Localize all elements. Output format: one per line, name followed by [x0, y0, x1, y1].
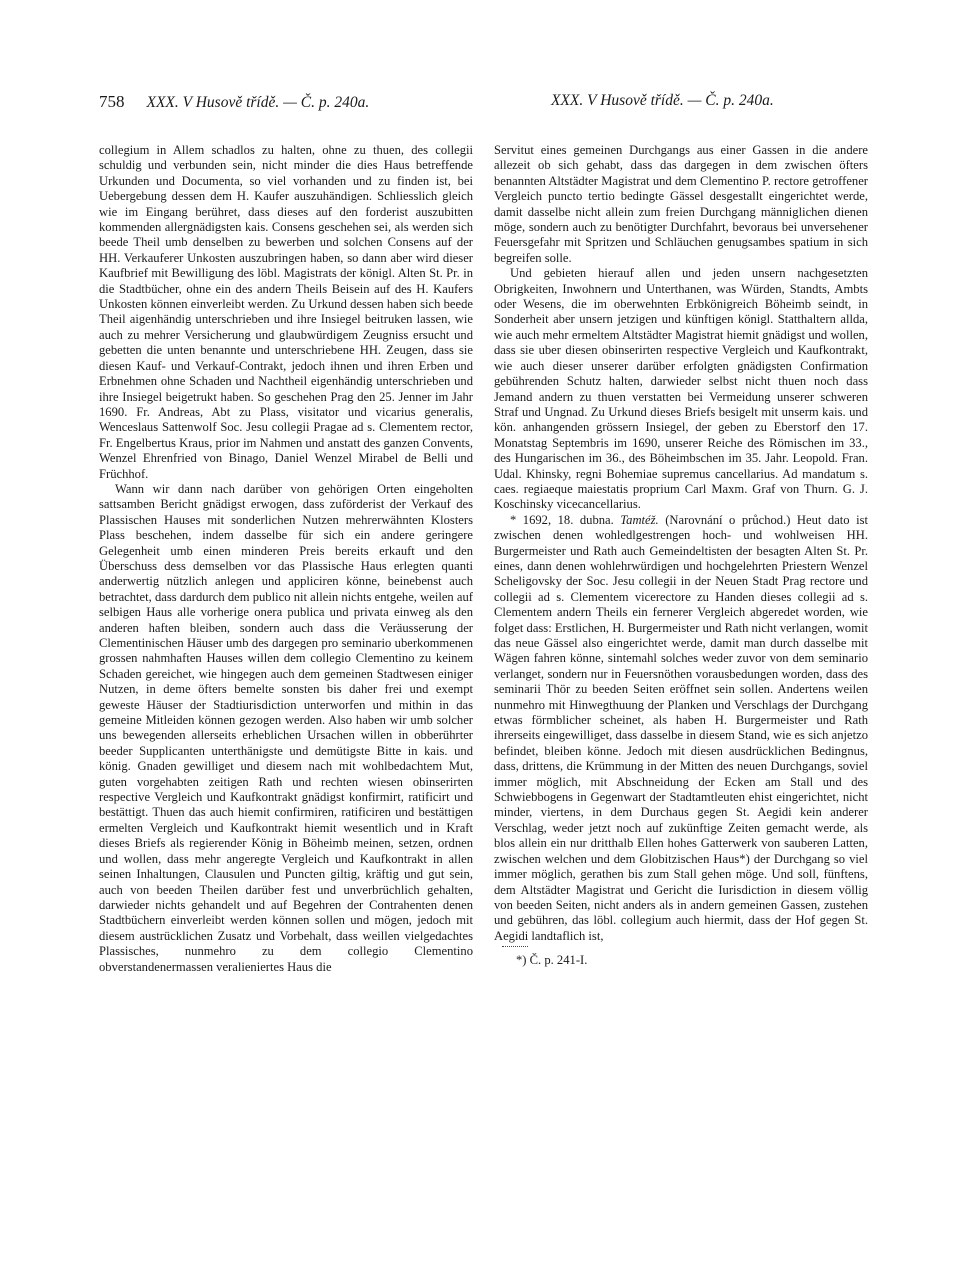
header-left	[99, 92, 369, 112]
record-text: (Narovnání o průchod.) Heut dato ist zwischen denen wohledlgestrengen hoch- und wohlweisen HH. Burgermeister und Rath auch Gemeindeltisten der besagten Alten St. Pr. eines, dann denen wohlehrwürdigen und hochgelehrten Priestern Wenzel Scheligovsky der Soc. Jesu collegii in der Neuen Stadt Prag rectore und collegii ad s. Clementem vicerectore zu Handen dieses collegii ad s. Clementem andern Theils ein fernerer Vergleich abgeredet worden, wie folget dass: Erstlichen, H. Burgermeister und Rath nicht verlangen, womit das neue Gässel also eingerichtet werde, damit man durch dasselbe mit Wägen fahren könne, sintemahl solches weder zuvor von dem seminario verlanget, sondern nur in Feuersnöthen vorausbedungen worden, dass des seminarii Thör zu beeden Seiten eröffnet sein sollen. Andertens weilen nunmehro mit Hinwegthuung der Planken und Verschlags der Durchgang etwas förmblicher scheinet, als haben H. Burgermeister und Rath ihrerseits eingewilliget, dass dasselbe in diesem Stand, wie es sich anjetzo befindet, bleiben könne. Jedoch mit diesen ausdrücklichen Bedingnus, dass, drittens, die Krümmung in der Mitten des neuen Durchgangs, soviel immer möglich, mit Abschneidung der Ecken am Stall und des Schwiebbogens in Gegenwart der Stadtamtleuten ehist eingerichtet, nicht minder, viertens, in dem Durchaus gegen St. Aegidi kein anderer Verschlag, weder jetzt noch auf zukünftige Zeiten gemacht werde, als blos allein ein nur dritthalb Ellen hohes Gatterwerk von sauberen Latten, zwischen welchen und dem Globitzischen Haus*) der Durchgang so viel immer möglich, gerathen bis zum Stall gehen möge. Und soll, fünftens, dem Altstädter Magistrat und Gericht die Iurisdiction in diesem völlig von beeden Seiten, nicht anders als in andern gemeinen Gassen, zustehen und gebühren, das löbl. collegium auch hiermit, dass der Hof gegen St. Aegidi landtaflich ist,	[494, 512, 868, 943]
footnote-divider	[502, 946, 528, 947]
right-column	[494, 143, 868, 969]
record-location: Tamtéž.	[620, 512, 659, 527]
left-column	[99, 143, 473, 975]
left-paragraph-2: Wann wir dann nach darüber von gehörigen Orten eingeholten sattsamben Bericht gnädigst erwogen, dass zuförderist der Verkauf des Plassischen Hauses mit sonderlichen Nutzen mehrerwähnten Klosters Plass beschehen, indem dasselbe für sich ein andere geringere Gelegenheit umb einen minderen Preis bereits erkauft und den Überschuss dess demselben vor das Plassische Haus erlegten quanti anderwertig nützlich anlegen und appliciren könne, beinebenst auch betrachtet, dass dardurch dem publico nit allein nichts entgehe, weilen auf selbigen Haus alle vorherige onera publica und privata einweg als den anderen haften bleiben, sondern auch dass die Veräusserung der Clementinischen Häuser umb des dargegen pro seminario uberkommenen grossen nahmhaften Hauses willen dem collegio Clementino zu keinem Schaden gereichet, wie hingegen auch dem gemeinen Stadtwesen einiger Nutzen, in deme öfters bemelte sonsten bis daher frei und exempt geweste Häuser der Stadtiurisdiction unterworfen und mithin in das gemeine Mitleiden können gezogen werden. Also haben wir umb solcher uns bewegenden allerseits erheblichen Ursachen willen in obberührter beeder Supplicanten unterthänigste und demütigste Bitte in kais. und könig. Gnaden gewilliget und diesem nach mit wohlbedachtem Mut, guten vorgehabten zeitigen Rath und rechten wiesen obinserirten respective Vergleich und Kaufkontrakt gnädigst konfirmirt, ratificirt und bestättigt. Thuen das auch hiemit confirmiren, ratificiren und bestättigen ermelten Vergleich und Kaufkontrakt hiemit wesentlich und in Kraft dieses Briefs als regierender König in Böheimb meinen, setzen, ordnen und wollen, dass mehr angeregte Vergleich und Kaufkontrakt in allen seinen Inhaltungen, Clausulen und Puncten giltig, kräftig und gut sein, auch von beeden Theilen darüber fest und unverbrüchlich gehalten, darwieder nichts gehandelt und auf Begehren der Contrahenten denen Stadtbüchern einverleibt werden können sollen und mögen, jedoch mit diesem austrücklichen Zusatz und Vorbehalt, dass weillen vielgedachtes Plassisches, nunmehro zu dem collegio Clementino obverstandenermassen veralieniertes Haus die	[99, 481, 473, 974]
record-date: * 1692, 18. dubna.	[510, 512, 614, 527]
page-number: 758	[99, 92, 125, 111]
running-header	[0, 92, 960, 118]
right-paragraph-2: Und gebieten hierauf allen und jeden unsern nachgesetzten Obrigkeiten, Inwohnern und Unterthanen, was Würden, Standts, Ambts oder Wesens, die im oberwehnten Erbkönigreich Böheimb seindt, in Sonderheit aber unsern jetzigen und künftigen königl. Statthaltern allda, wie auch mehr ermeltem Altstädter Magistrat hiemit gnädigst und wollen, dass sie uber diesen obinserirten respective Vergleich und Kaufkontrakt, wie auch dieser unserer darüber erfolgten gnädigsten Confirmation gebührenden Schutz halten, darwieder selbst nicht thuen noch dass Jemand andern zu thuen verstatten bei Vermeidung unserer schweren Straf und Ungnad. Zu Urkund dieses Briefs besigelt mit unserm kais. und kön. anhangenden grössern Insiegel, der geben zu Eberstorf den 17. Monatstag Septembris im 1690, unserer Reiche des Römischen im 33., des Hungarischen im 36., des Böheimbschen im 35. Jahr. Leopold. Fran. Udal. Khinsky, regni Bohemiae supremus cancellarius. Ad mandatum s. caes. regiaeque maiestatis proprium Carl Maxm. Graf von Thurn. G. J. Koschinsky vicecancellarius.	[494, 266, 868, 512]
footnote: *) Č. p. 241-I.	[516, 953, 588, 968]
left-paragraph-1: collegium in Allem schadlos zu halten, ohne zu thuen, des collegii schuldig und verbunden sein, nicht minder die dies Haus betreffende Urkunden und Documenta, so viel vorhanden und zu finden ist, bei Uebergebung dessen dem H. Kaufer auszuhändigen. Schliesslich gleich wie im Eingang berühret, dass dieses auf den forderist auszubitten kommenden allergnädigsten kais. Consens geschehen sei, als werden sich beede Theil umb denselben zu bewerben und solchen Consens auf der HH. Verkauferer Unkosten auszubringen haben, so dann aber wird dieser Kaufbrief mit Bewilligung des löbl. Magistrats der königl. Alten St. Pr. in die Stadtbücher, ohne ein des andern Theils Beisein auf des H. Kaufers Unkosten können einverleibt werden. Zu Urkund dessen haben sich beede Theil aigenhändig unterschrieben und ihre Insiegel beitruken lassen, wie auch zu mehrer Versicherung und glaubwürdigem Zeugniss ersucht und gebetten die unten benannte und unterschriebene HH. Zeugen, dass sie diesen Kauf- und Verkauf-Contrakt, jedoch ihnen und ihren Erben und Erbnehmen ohne Schaden und Nachtheil eigenhändig unterschrieben und ihre Insiegel beigetrukt haben. So geschehen Prag den 25. Jenner im Jahr 1690. Fr. Andreas, Abt zu Plass, visitator und vicarius generalis, Wenceslaus Sattenwolf Soc. Jesu collegii Pragae ad s. Clementem rector, Fr. Engelbertus Kraus, prior im Nahmen und anstatt des ganzen Convents, Wenzel Ehrenfried von Binago, Daniel Wenzel Mirabel de Belli und Früchhof.	[99, 143, 473, 481]
header-left-title: XXX. V Husově třídě. — Č. p. 240a.	[146, 94, 370, 111]
right-paragraph-1: Servitut eines gemeinen Durchgangs aus einer Gassen in die andere allezeit ob sich gehabt, dass das dargegen in dem zwischen öfters benannten Altstädter Magistrat und dem Clementino P. rectore getroffener Vergleich puncto tertio bedingte Gässel desgestallt eingerichtet werde, damit dasselbe nicht allein zum freien Durchgang männiglichen dienen möge, sondern auch zu benötigter Durchfahrt, bevoraus bei unversehener Feuersgefahr mit Spritzen und Schläuchen genugsambes spatium in sich begreifen solle.	[494, 143, 868, 265]
header-right-title: XXX. V Husově třídě. — Č. p. 240a.	[551, 92, 774, 109]
right-paragraph-3	[494, 513, 868, 944]
